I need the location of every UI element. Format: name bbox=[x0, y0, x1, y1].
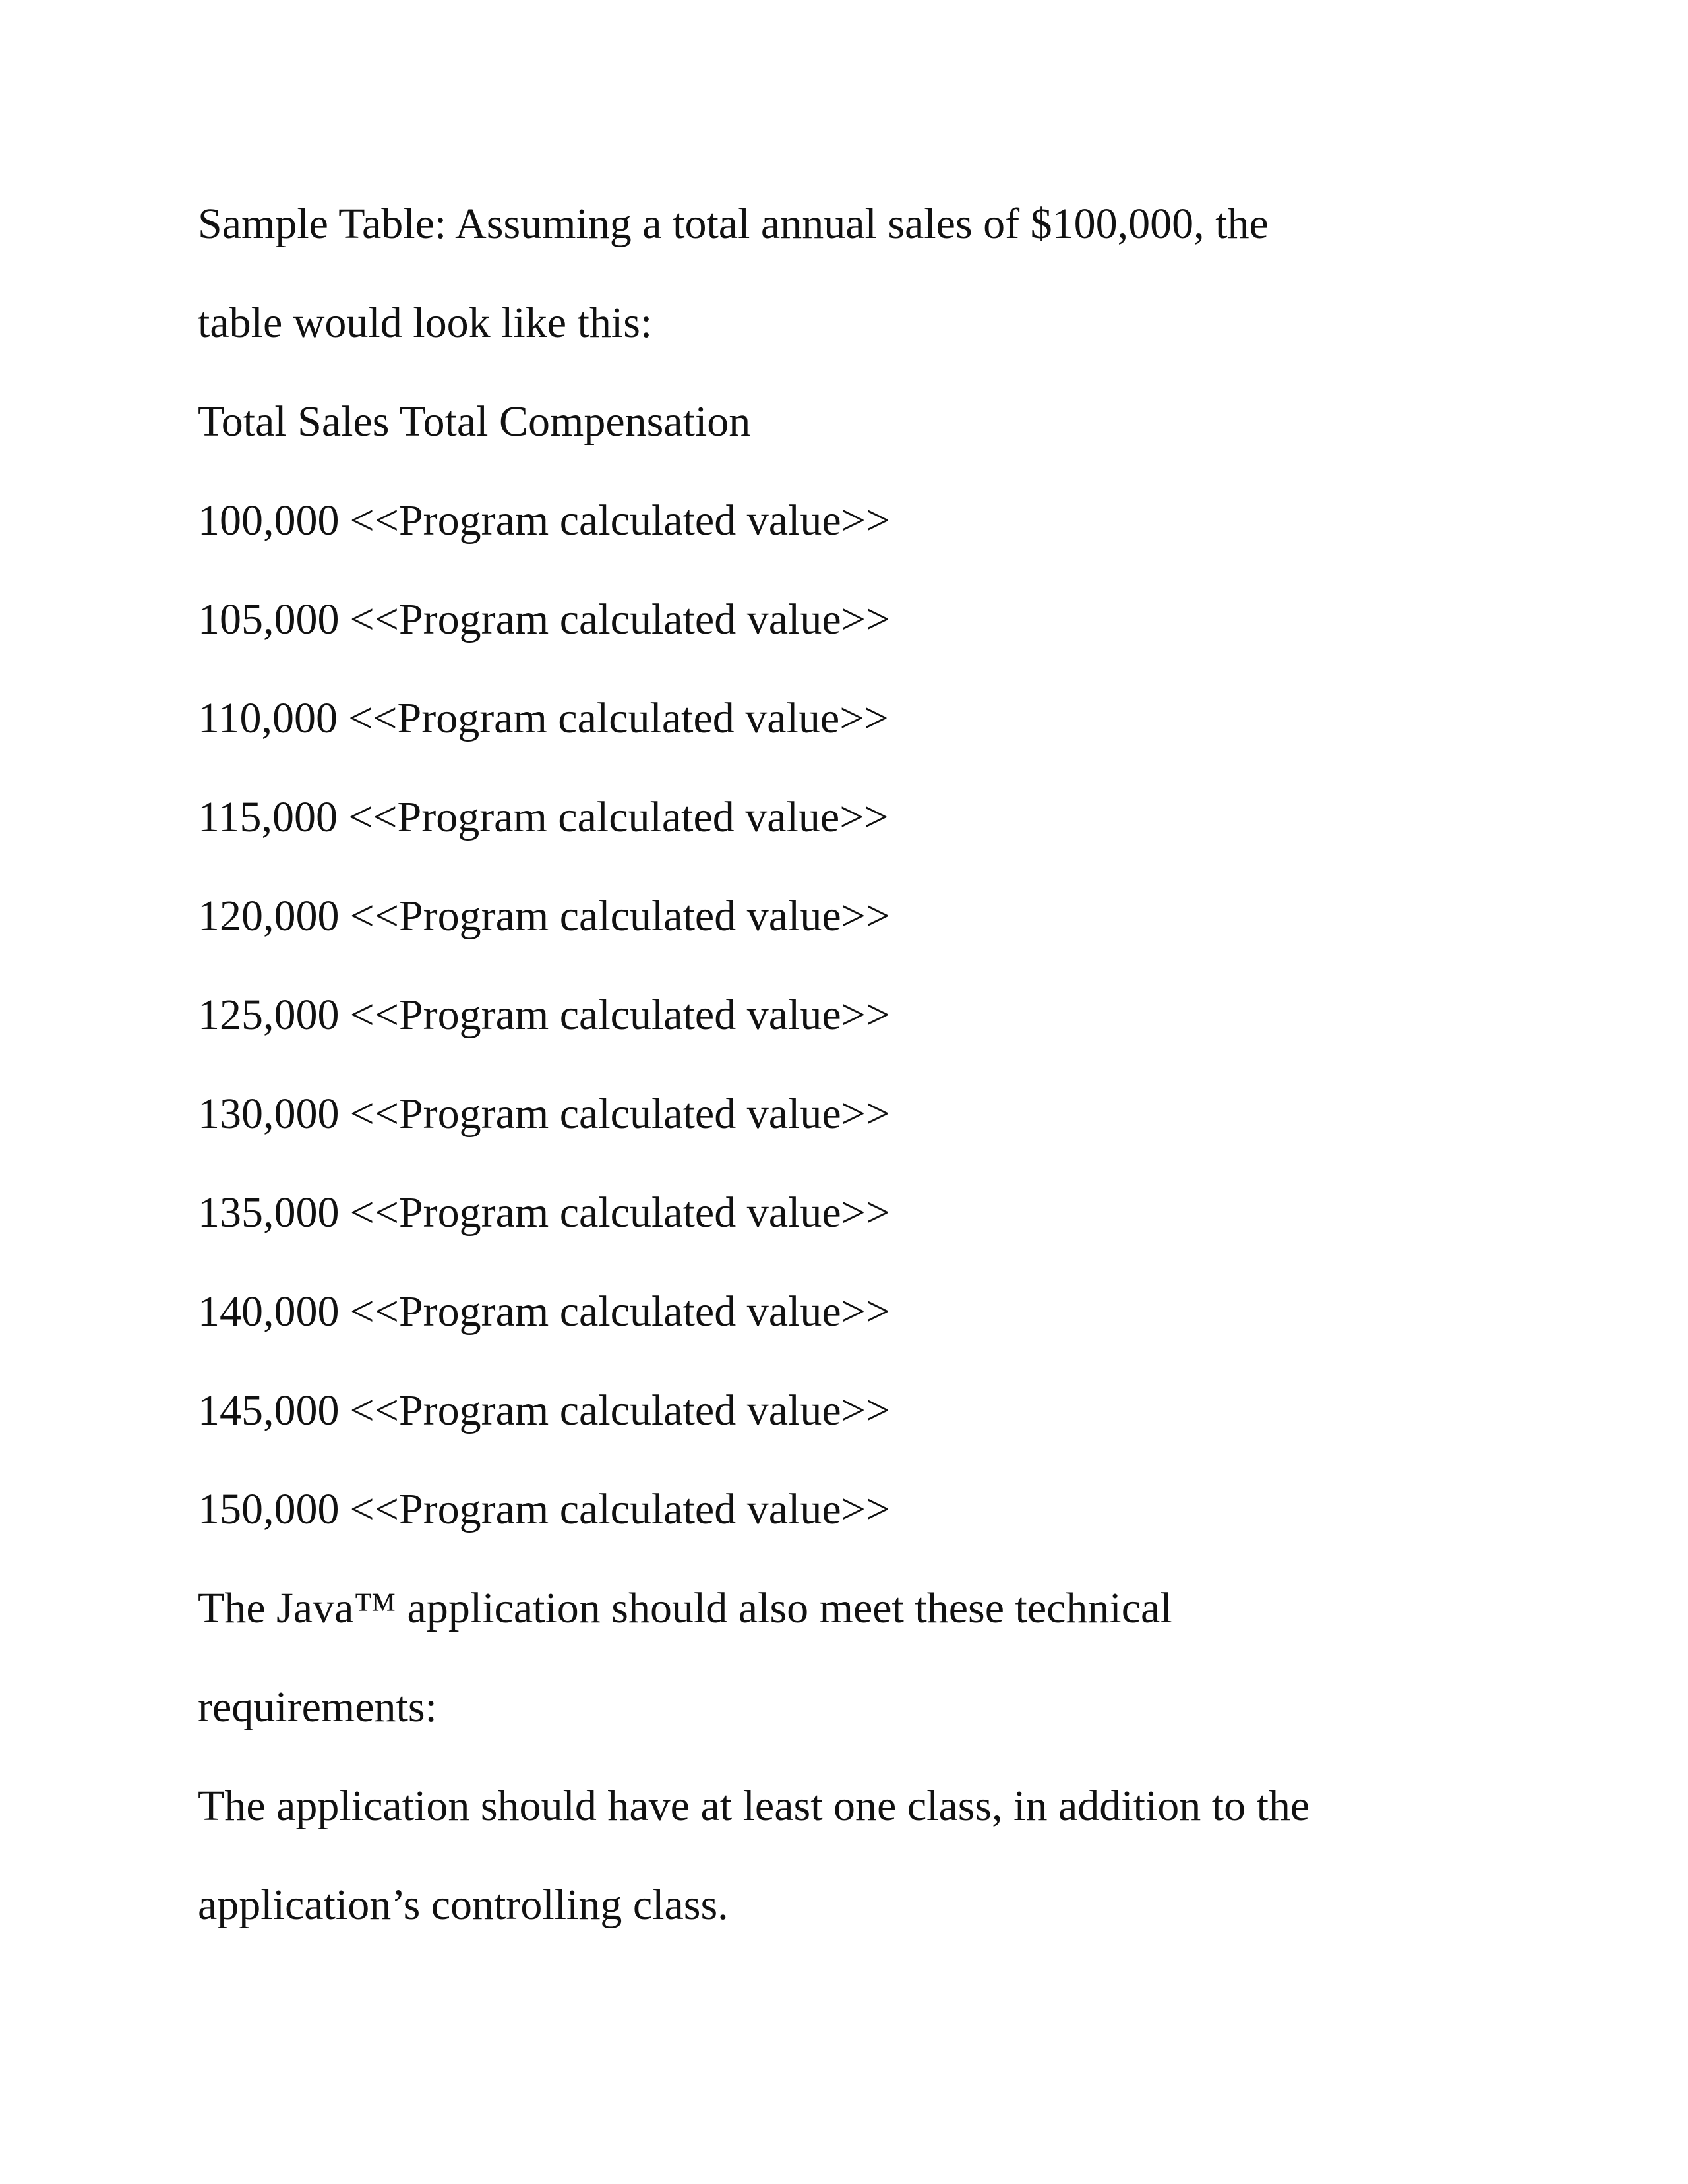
table-row bbox=[198, 1483, 890, 1536]
row-value: <<Program calculated value>> bbox=[349, 991, 891, 1039]
row-sales: 115,000 bbox=[198, 793, 338, 841]
table-row bbox=[198, 692, 889, 745]
table-row bbox=[198, 1187, 890, 1239]
row-sales: 150,000 bbox=[198, 1485, 340, 1533]
row-value: <<Program calculated value>> bbox=[348, 793, 889, 841]
requirements-line-2: requirements: bbox=[198, 1683, 437, 1731]
table-row bbox=[198, 1384, 890, 1437]
requirements-line-3: The application should have at least one class, in addition to the bbox=[198, 1782, 1310, 1830]
row-value: <<Program calculated value>> bbox=[349, 595, 891, 643]
row-sales: 140,000 bbox=[198, 1287, 340, 1336]
row-sales: 130,000 bbox=[198, 1090, 340, 1138]
intro-line-1: Sample Table: Assuming a total annual sales of $100,000, the bbox=[198, 200, 1269, 248]
table-row bbox=[198, 989, 890, 1042]
row-value: <<Program calculated value>> bbox=[349, 892, 891, 940]
row-value: <<Program calculated value>> bbox=[349, 1090, 891, 1138]
row-sales: 100,000 bbox=[198, 496, 340, 545]
row-sales: 135,000 bbox=[198, 1189, 340, 1237]
row-sales: 145,000 bbox=[198, 1386, 340, 1434]
row-value: <<Program calculated value>> bbox=[349, 1287, 891, 1336]
row-value: <<Program calculated value>> bbox=[348, 694, 889, 742]
row-value: <<Program calculated value>> bbox=[349, 1189, 891, 1237]
table-row bbox=[198, 890, 890, 943]
row-sales: 105,000 bbox=[198, 595, 340, 643]
row-value: <<Program calculated value>> bbox=[349, 496, 891, 545]
table-row bbox=[198, 593, 890, 646]
intro-line-2: table would look like this: bbox=[198, 299, 653, 347]
row-sales: 125,000 bbox=[198, 991, 340, 1039]
requirements-line-1: The Java™ application should also meet these technical bbox=[198, 1584, 1172, 1632]
table-row bbox=[198, 494, 890, 547]
row-value: <<Program calculated value>> bbox=[349, 1386, 891, 1434]
table-header: Total Sales Total Compensation bbox=[198, 398, 751, 446]
row-sales: 120,000 bbox=[198, 892, 340, 940]
table-row bbox=[198, 1285, 890, 1338]
table-row bbox=[198, 791, 889, 844]
row-value: <<Program calculated value>> bbox=[349, 1485, 891, 1533]
table-row bbox=[198, 1088, 890, 1140]
row-sales: 110,000 bbox=[198, 694, 338, 742]
requirements-line-4: application’s controlling class. bbox=[198, 1881, 729, 1929]
